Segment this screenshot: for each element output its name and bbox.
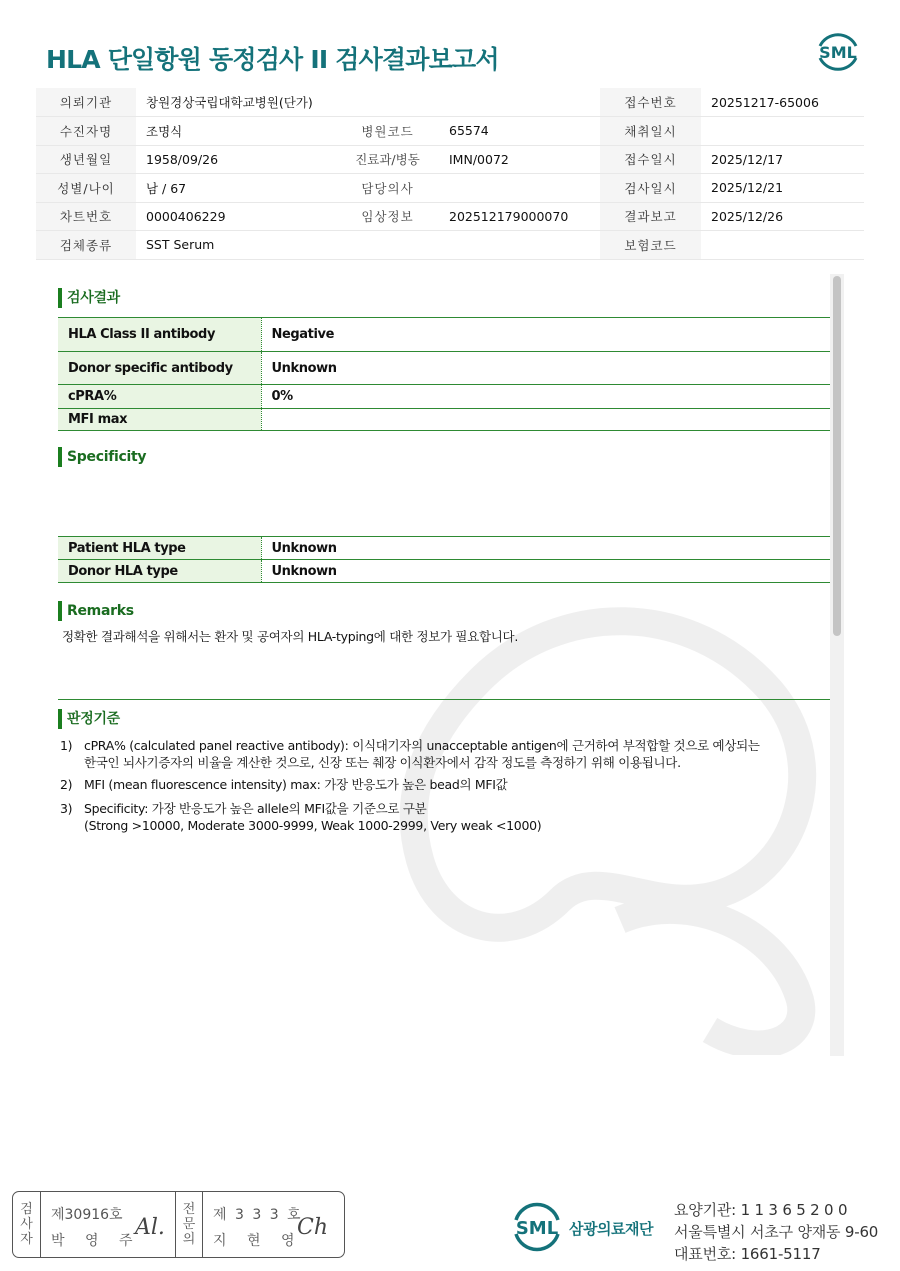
info-label: 성별/나이 (36, 174, 136, 203)
specificity-key: Donor HLA type (58, 560, 261, 583)
criteria-line: cPRA% (calculated panel reactive antibody): 이식대기자의 unacceptable antigen에 근거하여 부적합할 것으로 예상되는 (84, 738, 760, 753)
patient-info-table (36, 88, 864, 260)
info-label: 수진자명 (36, 117, 136, 146)
criteria-line: MFI (mean fluorescence intensity) max: 가장 반응도가 높은 bead의 MFI값 (84, 777, 508, 792)
info-value: 조명식 (136, 117, 336, 146)
criteria-number: 3) (60, 801, 73, 816)
specificity-value: Unknown (261, 560, 830, 583)
table-row (58, 537, 830, 560)
info-label: 진료과/병동 (336, 145, 439, 174)
criteria-line: (Strong >10000, Moderate 3000-9999, Weak 1000-2999, Very weak <1000) (84, 818, 542, 833)
scrollbar-thumb[interactable] (833, 276, 841, 636)
info-value: 1958/09/26 (136, 145, 336, 174)
info-row (36, 202, 864, 231)
table-row (58, 560, 830, 583)
info-value: 202512179000070 (439, 202, 600, 231)
info-label: 의뢰기관 (36, 88, 136, 117)
logo-text: SML (819, 43, 857, 62)
info-label: 병원코드 (336, 117, 439, 146)
svg-text:Ch: Ch (297, 1215, 329, 1240)
signature-stamp (12, 1191, 345, 1258)
result-value: Negative (261, 318, 830, 352)
criteria-line: 한국인 뇌사기증자의 비율을 계산한 것으로, 신장 또는 췌장 이식환자에서 감작 정도를 측정하기 위해 이용됩니다. (84, 755, 681, 770)
criteria-item (60, 800, 541, 834)
info-label: 차트번호 (36, 202, 136, 231)
org-address: 서울특별시 서초구 양재동 9-60 (674, 1223, 879, 1241)
result-key: cPRA% (58, 385, 261, 409)
result-key: HLA Class II antibody (58, 318, 261, 352)
institution-code: 요양기관: 1 1 3 6 5 2 0 0 (674, 1201, 848, 1219)
criteria-item (60, 737, 760, 771)
info-label: 임상정보 (336, 202, 439, 231)
info-value: IMN/0072 (439, 145, 600, 174)
specialist-label: 전 문 의 (175, 1192, 203, 1257)
specificity-heading: Specificity (58, 447, 146, 467)
info-value: 20251217-65006 (701, 88, 864, 117)
info-value: 2025/12/17 (701, 145, 864, 174)
table-row (58, 409, 830, 431)
criteria-item (60, 776, 507, 793)
info-value (701, 231, 864, 260)
info-label: 접수번호 (600, 88, 701, 117)
criteria-heading: 판정기준 (58, 709, 120, 729)
org-phone: 대표번호: 1661-5117 (674, 1245, 821, 1263)
info-value (701, 117, 864, 146)
svg-text:Al.: Al. (135, 1215, 165, 1240)
info-label: 담당의사 (336, 174, 439, 203)
result-value (261, 409, 830, 431)
info-row (36, 117, 864, 146)
tester-signature (131, 1206, 179, 1246)
result-value: Unknown (261, 352, 830, 385)
results-heading: 검사결과 (58, 288, 120, 308)
info-value: 창원경상국립대학교병원(단가) (136, 88, 600, 117)
info-label: 검사일시 (600, 174, 701, 203)
info-row (36, 145, 864, 174)
table-row (58, 385, 830, 409)
criteria-number: 2) (60, 777, 73, 792)
specialist-signature (293, 1206, 341, 1246)
sml-logo-bottom (510, 1198, 564, 1256)
info-label: 검체종류 (36, 231, 136, 260)
scrollbar[interactable] (830, 274, 844, 1056)
result-key: Donor specific antibody (58, 352, 261, 385)
svg-text:SML: SML (515, 1218, 559, 1239)
remarks-heading: Remarks (58, 601, 134, 621)
result-value: 0% (261, 385, 830, 409)
info-value: 65574 (439, 117, 600, 146)
info-value (439, 174, 600, 203)
results-table (58, 317, 830, 431)
criteria-line: Specificity: 가장 반응도가 높은 allele의 MFI값을 기준으로 구분 (84, 801, 427, 816)
report-title: HLA 단일항원 동정검사 II 검사결과보고서 (46, 45, 499, 74)
specificity-table (58, 536, 830, 583)
info-row (36, 88, 864, 117)
table-row (58, 352, 830, 385)
info-value: 2025/12/26 (701, 202, 864, 231)
tester-name: 박 영 주 (51, 1233, 141, 1249)
specificity-key: Patient HLA type (58, 537, 261, 560)
info-label: 접수일시 (600, 145, 701, 174)
info-value: 2025/12/21 (701, 174, 864, 203)
info-label: 보험코드 (600, 231, 701, 260)
remarks-text: 정확한 결과해석을 위해서는 환자 및 공여자의 HLA-typing에 대한 정보가 필요합니다. (62, 629, 518, 644)
info-label: 결과보고 (600, 202, 701, 231)
info-value: 남 / 67 (136, 174, 336, 203)
org-name: 삼광의료재단 (569, 1220, 653, 1238)
specialist-license: 제 3 3 3 호 (213, 1207, 303, 1223)
divider (58, 699, 830, 700)
sml-logo-top (812, 28, 864, 76)
result-key: MFI max (58, 409, 261, 431)
info-row (36, 231, 864, 260)
table-row (58, 318, 830, 352)
criteria-number: 1) (60, 738, 73, 753)
specialist-name: 지 현 영 (213, 1233, 303, 1249)
info-value: 0000406229 (136, 202, 336, 231)
info-value: SST Serum (136, 231, 600, 260)
tester-label: 검 사 자 (13, 1192, 41, 1257)
tester-license: 제30916호 (51, 1207, 123, 1223)
specificity-value: Unknown (261, 537, 830, 560)
info-label: 채취일시 (600, 117, 701, 146)
info-label: 생년월일 (36, 145, 136, 174)
info-row (36, 174, 864, 203)
